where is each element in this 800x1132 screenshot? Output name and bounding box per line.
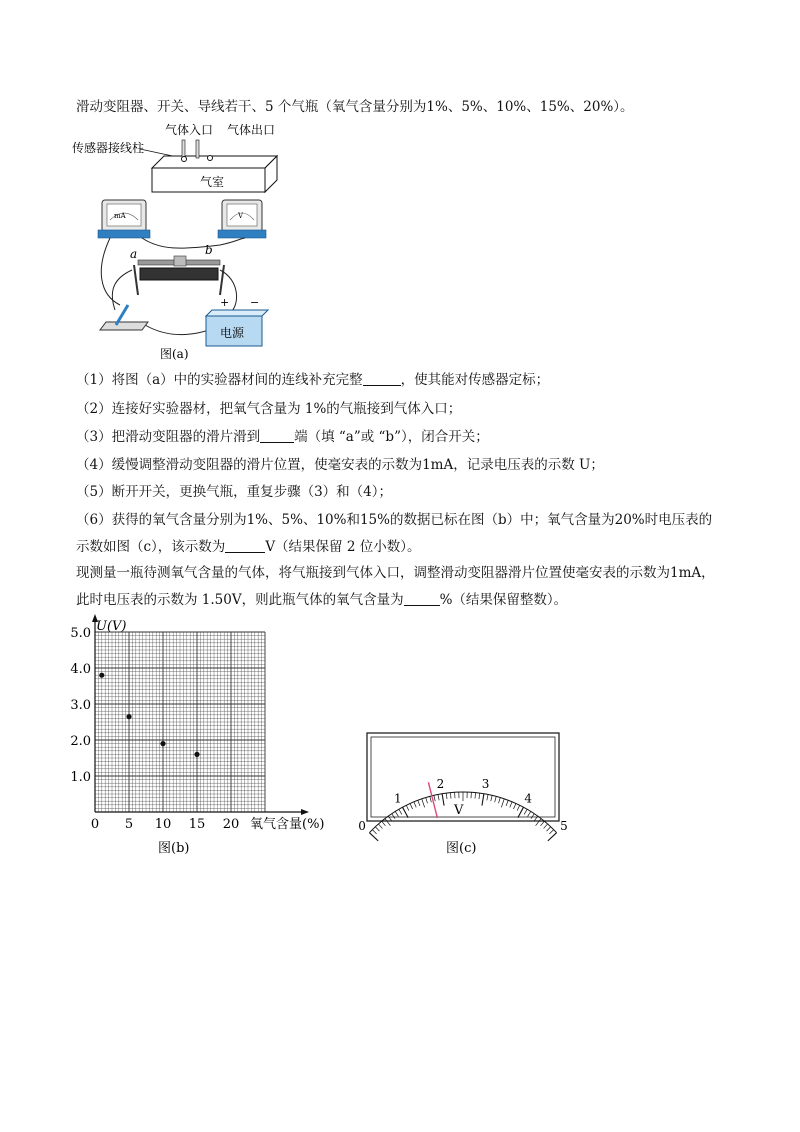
x-tick-label: 0 <box>90 817 100 832</box>
label-chamber: 气室 <box>200 175 225 189</box>
question-text-end: %（结果保留整数）。 <box>439 592 568 608</box>
y-tick-label: 1.0 <box>70 770 91 785</box>
scale-tick <box>378 824 382 829</box>
step-6-line-2 <box>76 537 420 557</box>
scale-tick <box>547 827 551 831</box>
step-1-text-end: ，使其能对传感器定标； <box>400 372 550 388</box>
separator: 、 <box>526 99 540 115</box>
label-plus: + <box>220 296 230 309</box>
y-tick-label: 3.0 <box>70 698 91 713</box>
question-text: 此时电压表的示数为 1.50V，则此瓶气体的氧气含量为 <box>76 592 404 608</box>
pct-20: 20% <box>583 99 614 115</box>
scale-tick <box>541 821 545 826</box>
pct-15: 15% <box>539 99 570 115</box>
scale-tick <box>548 833 557 841</box>
voltmeter <box>218 200 266 238</box>
scale-label: 3 <box>481 776 490 791</box>
label-outlet: 气体出口 <box>227 123 276 137</box>
switch <box>100 305 148 330</box>
x-axis-label: 氧气含量(%) <box>250 817 325 832</box>
sensor-terminal <box>182 157 187 162</box>
label-a: a <box>130 247 138 261</box>
scale-tick <box>375 827 379 831</box>
pct-value: 10% <box>316 512 347 528</box>
scale-tick <box>372 830 376 834</box>
pct-1: 1% <box>426 99 448 115</box>
scale-label: 0 <box>358 818 366 833</box>
step-5-text: （5）断开开关，更换气瓶，重复步骤（3）和（4）； <box>76 484 393 500</box>
step-4-text: （4）缓慢调整滑动变阻器的滑片位置，使毫安表的示数为 <box>76 457 423 473</box>
current-value: 1mA <box>670 565 702 581</box>
question-text: 现测量一瓶待测氧气含量的气体，将气瓶接到气体入口，调整滑动变阻器滑片位置使毫安表的示数为 <box>76 565 670 581</box>
scale-label: 2 <box>436 776 445 791</box>
step-6-text-mid: 的数据已标在图（b）中；氧气含量为 <box>389 512 615 528</box>
question-line-2 <box>76 590 567 610</box>
step-6-text: （6）获得的氧气含量分别为 <box>76 512 247 528</box>
pct-value: 15% <box>359 512 390 528</box>
x-tick-label: 15 <box>188 817 206 832</box>
scale-label: 4 <box>524 791 533 806</box>
sensor-terminal <box>208 156 213 161</box>
data-point <box>194 752 199 757</box>
step-1 <box>76 370 549 390</box>
pct-5: 5% <box>461 99 483 115</box>
comma: ， <box>701 565 715 581</box>
scale-tick <box>382 821 386 826</box>
label-ma: mA <box>114 212 126 220</box>
power-supply <box>206 296 268 346</box>
pct-value: 1% <box>246 512 269 528</box>
gas-chamber <box>152 140 277 192</box>
data-point <box>126 714 131 719</box>
figure-a-caption: 图(a) <box>160 347 189 361</box>
meter-unit: V <box>454 803 464 818</box>
data-point <box>99 673 104 678</box>
answer-blank[interactable] <box>404 591 440 606</box>
x-tick-label: 20 <box>222 817 240 832</box>
answer-blank[interactable] <box>260 428 294 443</box>
step-6-text: 示数如图（c），该示数为 <box>76 539 226 555</box>
step-6-text-end: V（结果保留 2 位小数）。 <box>265 539 421 555</box>
x-tick-label: 5 <box>124 817 134 832</box>
scale-tick <box>369 833 378 841</box>
pct-value: 5% <box>281 512 303 528</box>
scale-label: 5 <box>560 818 568 833</box>
question-line <box>76 563 715 583</box>
step-1-text: （1）将图（a）中的实验器材间的连线补充完整 <box>76 372 363 388</box>
separator: 、 <box>302 512 317 528</box>
pct-10: 10% <box>496 99 527 115</box>
y-tick-label: 5.0 <box>70 626 91 641</box>
x-axis-arrow <box>301 809 309 815</box>
intro-text: 滑动变阻器、开关、导线若干、5 个气瓶（氧气含量分别为 <box>76 99 427 115</box>
label-power: 电源 <box>220 326 245 340</box>
answer-blank[interactable] <box>363 371 401 386</box>
answer-blank[interactable] <box>225 538 265 553</box>
figure-c-voltmeter <box>360 730 570 860</box>
step-6-text-end: 时电压表的 <box>644 512 713 528</box>
figure-b-caption: 图(b) <box>158 841 190 856</box>
label-inlet: 气体入口 <box>165 123 214 137</box>
figure-b-chart <box>60 612 350 862</box>
y-tick-label: 2.0 <box>70 734 91 749</box>
label-v: V <box>238 212 244 220</box>
step-3-text: （3）把滑动变阻器的滑片滑到 <box>76 429 261 445</box>
conjunction: 和 <box>346 512 360 528</box>
step-2 <box>76 399 461 419</box>
step-2-text: （2）连接好实验器材，把氧气含量为 1%的气瓶接到气体入口； <box>76 401 462 417</box>
label-sensor: 传感器接线柱 <box>72 141 145 155</box>
scale-label: 1 <box>393 791 402 806</box>
current-value: 1mA <box>422 457 454 473</box>
x-tick-label: 10 <box>154 817 172 832</box>
step-3 <box>76 427 489 447</box>
scale-tick <box>549 830 553 834</box>
step-6 <box>76 510 712 530</box>
separator: 、 <box>447 99 462 115</box>
separator: 、 <box>482 99 497 115</box>
intro-line <box>76 97 634 117</box>
milliammeter <box>98 200 150 238</box>
label-b: b <box>205 243 213 257</box>
figure-c-caption: 图(c) <box>446 841 477 856</box>
step-4 <box>76 455 604 475</box>
rheostat <box>130 243 224 295</box>
step-3-text-end: 端（填 “a”或 “b”），闭合开关； <box>294 429 489 445</box>
data-point <box>160 741 165 746</box>
pct-value: 20% <box>614 512 645 528</box>
intro-end: ）。 <box>613 99 634 115</box>
y-axis-label: U(V) <box>96 619 127 634</box>
step-5 <box>76 482 392 502</box>
figure-a <box>70 120 300 365</box>
chart-grid <box>95 632 265 812</box>
step-4-text-end: ，记录电压表的示数 U； <box>453 457 604 473</box>
y-tick-label: 4.0 <box>70 662 91 677</box>
label-minus: − <box>250 296 260 309</box>
separator: 、 <box>268 512 282 528</box>
separator: 、 <box>569 99 584 115</box>
scale-tick <box>544 824 548 829</box>
